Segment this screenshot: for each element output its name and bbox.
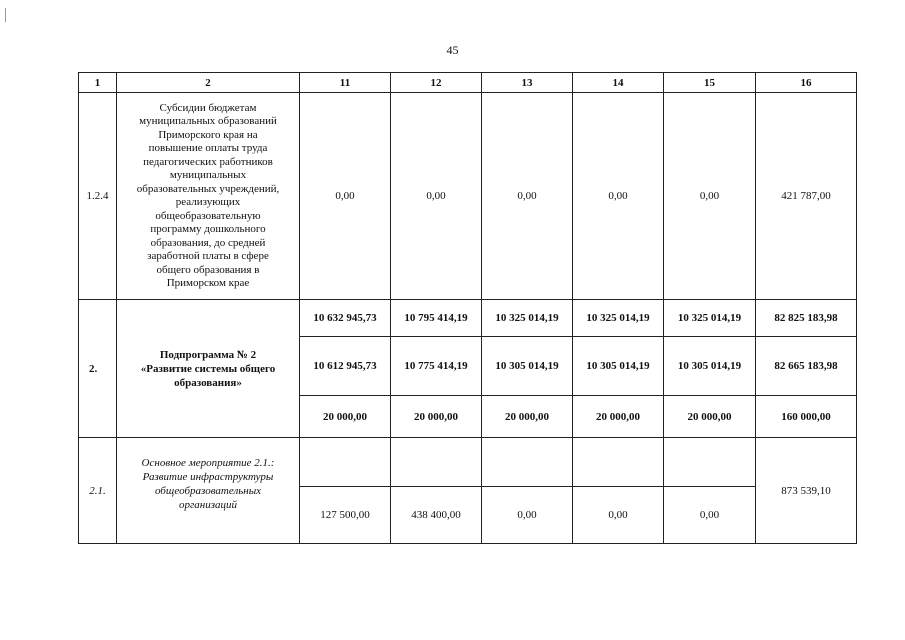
value-cell: 0,00 (482, 487, 573, 544)
desc-line: Основное мероприятие 2.1.: (141, 457, 275, 469)
table-row-subsidy (79, 93, 857, 300)
desc-line: Субсидии бюджетам (159, 101, 257, 114)
desc-line: Приморского края на (158, 128, 258, 141)
value-cell: 10 325 014,19 (482, 300, 573, 337)
value-cell: 20 000,00 (482, 396, 573, 438)
value-cell: 438 400,00 (391, 487, 482, 544)
empty-cell (664, 438, 756, 487)
value-cell: 421 787,00 (756, 93, 857, 300)
row-number: 2.1. (79, 438, 117, 544)
row-description (117, 300, 300, 438)
table-header-cell: 11 (300, 73, 391, 93)
desc-line: образовательных учреждений, (136, 182, 280, 195)
table-header-cell: 16 (756, 73, 857, 93)
desc-line: реализующих (175, 196, 241, 208)
table-row-subprogram-total (79, 300, 857, 337)
value-cell: 82 825 183,98 (756, 300, 857, 337)
empty-cell (391, 438, 482, 487)
desc-line: заработной платы в сфере (147, 250, 269, 262)
value-cell: 20 000,00 (300, 396, 391, 438)
value-cell: 10 612 945,73 (300, 337, 391, 396)
value-cell: 82 665 183,98 (756, 337, 857, 396)
empty-cell (300, 438, 391, 487)
value-cell: 160 000,00 (756, 396, 857, 438)
budget-table (78, 72, 857, 544)
total-cell: 873 539,10 (756, 438, 857, 544)
table-header-cell: 13 (482, 73, 573, 93)
desc-line: муниципальных (169, 169, 247, 181)
value-cell: 0,00 (664, 93, 756, 300)
table-header-row (79, 73, 857, 93)
table-header-cell: 1 (79, 73, 117, 93)
value-cell: 0,00 (664, 487, 756, 544)
table-row-main-activity (79, 438, 857, 487)
desc-line: образования» (174, 376, 242, 389)
table-header-cell: 12 (391, 73, 482, 93)
value-cell: 0,00 (482, 93, 573, 300)
desc-line: Приморском крае (166, 277, 250, 289)
desc-line: «Развитие системы общего (140, 362, 276, 375)
row-number: 1.2.4 (79, 93, 117, 300)
table-header-cell: 14 (573, 73, 664, 93)
desc-line: повышение оплаты труда (148, 142, 268, 154)
desc-line: общеобразовательную (155, 209, 261, 222)
desc-line: муниципальных образований (139, 115, 277, 127)
value-cell: 10 325 014,19 (573, 300, 664, 337)
table-header-cell: 15 (664, 73, 756, 93)
row-number: 2. (79, 300, 117, 438)
empty-cell (482, 438, 573, 487)
desc-line: общего образования в (156, 263, 260, 276)
value-cell: 20 000,00 (573, 396, 664, 438)
value-cell: 0,00 (573, 487, 664, 544)
desc-line: общеобразовательных (154, 485, 262, 497)
desc-line: Развитие инфраструктуры (142, 471, 274, 483)
value-cell: 10 795 414,19 (391, 300, 482, 337)
value-cell: 10 305 014,19 (664, 337, 756, 396)
value-cell: 10 632 945,73 (300, 300, 391, 337)
table-header-cell: 2 (117, 73, 300, 93)
value-cell: 20 000,00 (664, 396, 756, 438)
scan-artifact-line (5, 8, 6, 22)
value-cell: 20 000,00 (391, 396, 482, 438)
desc-line: программу дошкольного (150, 223, 266, 235)
desc-line: образования, до средней (150, 236, 266, 249)
desc-line: Подпрограмма № 2 (159, 348, 257, 361)
value-cell: 127 500,00 (300, 487, 391, 544)
value-cell: 10 305 014,19 (482, 337, 573, 396)
row-description (117, 93, 300, 300)
value-cell: 0,00 (391, 93, 482, 300)
value-cell: 10 775 414,19 (391, 337, 482, 396)
value-cell: 10 305 014,19 (573, 337, 664, 396)
row-description (117, 438, 300, 544)
value-cell: 0,00 (300, 93, 391, 300)
desc-line: организаций (178, 499, 238, 511)
empty-cell (573, 438, 664, 487)
value-cell: 0,00 (573, 93, 664, 300)
value-cell: 10 325 014,19 (664, 300, 756, 337)
desc-line: педагогических работников (143, 155, 273, 168)
page-number: 45 (446, 43, 459, 57)
